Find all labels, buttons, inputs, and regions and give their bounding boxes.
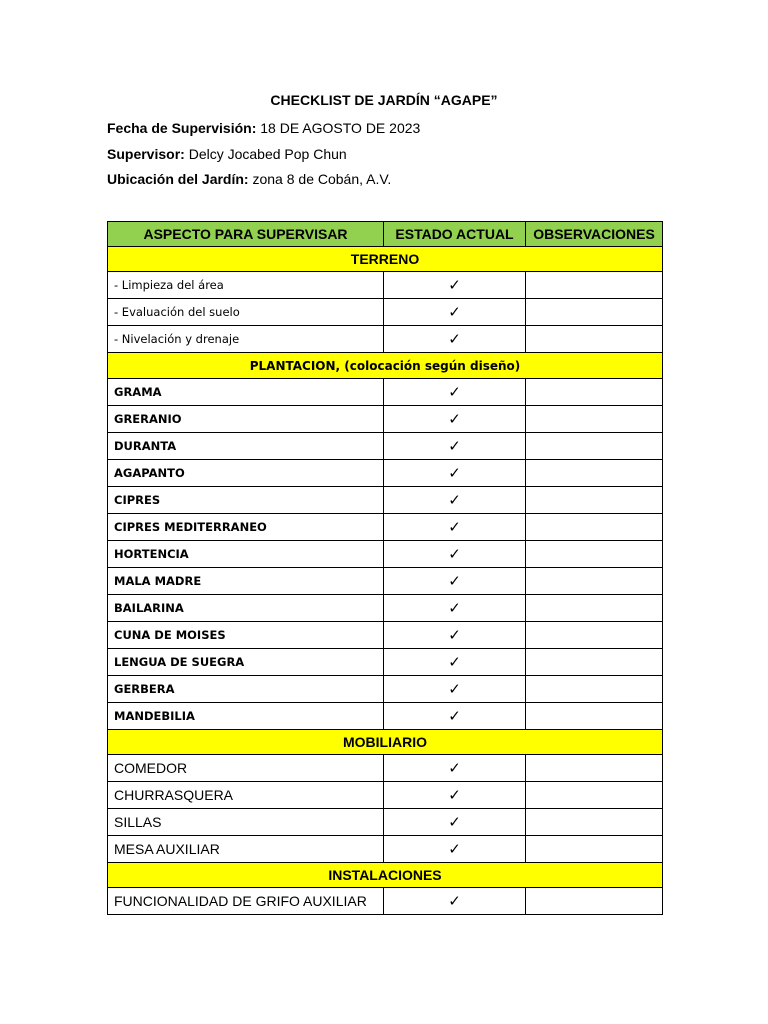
section-title: PLANTACION, (colocación según diseño) [108, 353, 663, 379]
section-row-plantacion [108, 353, 663, 379]
table-row [108, 703, 663, 730]
table-row [108, 406, 663, 433]
table-row [108, 649, 663, 676]
document-title: CHECKLIST DE JARDÍN “AGAPE” [270, 92, 498, 108]
checkmark-icon: ✓ [384, 406, 526, 433]
header-observaciones: OBSERVACIONES [526, 222, 663, 247]
fecha-value: 18 DE AGOSTO DE 2023 [256, 120, 421, 136]
item-name: CHURRASQUERA [108, 782, 384, 809]
section-title: INSTALACIONES [108, 863, 663, 888]
checkmark-icon: ✓ [384, 809, 526, 836]
observation-cell [526, 541, 663, 568]
observation-cell [526, 379, 663, 406]
table-row [108, 676, 663, 703]
table-row [108, 568, 663, 595]
ubicacion-value: zona 8 de Cobán, A.V. [248, 171, 392, 187]
table-row [108, 622, 663, 649]
item-name: LENGUA DE SUEGRA [108, 649, 384, 676]
item-name: - Evaluación del suelo [108, 299, 384, 326]
checkmark-icon: ✓ [384, 836, 526, 863]
checkmark-icon: ✓ [384, 755, 526, 782]
observation-cell [526, 406, 663, 433]
checkmark-icon: ✓ [384, 433, 526, 460]
checkmark-icon: ✓ [384, 649, 526, 676]
checkmark-icon: ✓ [384, 514, 526, 541]
section-row-terreno [108, 247, 663, 272]
header-aspecto: ASPECTO PARA SUPERVISAR [108, 222, 384, 247]
item-name: GRAMA [108, 379, 384, 406]
table-row [108, 379, 663, 406]
section-row-instalaciones [108, 863, 663, 888]
fecha-line [107, 120, 420, 136]
header-estado: ESTADO ACTUAL [384, 222, 526, 247]
item-name: GERBERA [108, 676, 384, 703]
observation-cell [526, 433, 663, 460]
checkmark-icon: ✓ [384, 888, 526, 915]
checkmark-icon: ✓ [384, 299, 526, 326]
section-row-mobiliario [108, 730, 663, 755]
item-name: CIPRES [108, 487, 384, 514]
checkmark-icon: ✓ [384, 676, 526, 703]
item-name: - Limpieza del área [108, 272, 384, 299]
observation-cell [526, 326, 663, 353]
observation-cell [526, 514, 663, 541]
supervisor-label: Supervisor: [107, 146, 185, 162]
table-row [108, 541, 663, 568]
item-name: GRERANIO [108, 406, 384, 433]
item-name: MALA MADRE [108, 568, 384, 595]
table-row [108, 460, 663, 487]
checklist-table [107, 221, 663, 915]
item-name: AGAPANTO [108, 460, 384, 487]
table-row [108, 782, 663, 809]
table-row [108, 809, 663, 836]
checkmark-icon: ✓ [384, 541, 526, 568]
ubicacion-line [107, 171, 391, 187]
checkmark-icon: ✓ [384, 782, 526, 809]
observation-cell [526, 595, 663, 622]
item-name: FUNCIONALIDAD DE GRIFO AUXILIAR [108, 888, 384, 915]
item-name: DURANTA [108, 433, 384, 460]
table-row [108, 433, 663, 460]
table-row [108, 755, 663, 782]
observation-cell [526, 755, 663, 782]
table-row [108, 272, 663, 299]
supervisor-line [107, 146, 347, 162]
observation-cell [526, 809, 663, 836]
checkmark-icon: ✓ [384, 622, 526, 649]
item-name: MESA AUXILIAR [108, 836, 384, 863]
item-name: CUNA DE MOISES [108, 622, 384, 649]
checkmark-icon: ✓ [384, 487, 526, 514]
fecha-label: Fecha de Supervisión: [107, 120, 257, 136]
checkmark-icon: ✓ [384, 379, 526, 406]
table-row [108, 299, 663, 326]
checkmark-icon: ✓ [384, 326, 526, 353]
observation-cell [526, 836, 663, 863]
item-name: CIPRES MEDITERRANEO [108, 514, 384, 541]
observation-cell [526, 888, 663, 915]
table-row [108, 595, 663, 622]
observation-cell [526, 487, 663, 514]
observation-cell [526, 299, 663, 326]
observation-cell [526, 460, 663, 487]
item-name: BAILARINA [108, 595, 384, 622]
checkmark-icon: ✓ [384, 460, 526, 487]
checkmark-icon: ✓ [384, 703, 526, 730]
table-header-row [108, 222, 663, 247]
checkmark-icon: ✓ [384, 595, 526, 622]
table-row [108, 326, 663, 353]
table-row [108, 514, 663, 541]
checkmark-icon: ✓ [384, 568, 526, 595]
observation-cell [526, 676, 663, 703]
observation-cell [526, 568, 663, 595]
observation-cell [526, 782, 663, 809]
checkmark-icon: ✓ [384, 272, 526, 299]
observation-cell [526, 649, 663, 676]
table-row [108, 487, 663, 514]
supervisor-value: Delcy Jocabed Pop Chun [184, 146, 347, 162]
observation-cell [526, 703, 663, 730]
item-name: MANDEBILIA [108, 703, 384, 730]
table-row [108, 836, 663, 863]
section-title: TERRENO [108, 247, 663, 272]
item-name: - Nivelación y drenaje [108, 326, 384, 353]
table-row [108, 888, 663, 915]
item-name: SILLAS [108, 809, 384, 836]
item-name: HORTENCIA [108, 541, 384, 568]
observation-cell [526, 622, 663, 649]
ubicacion-label: Ubicación del Jardín: [107, 171, 249, 187]
item-name: COMEDOR [108, 755, 384, 782]
section-title: MOBILIARIO [108, 730, 663, 755]
observation-cell [526, 272, 663, 299]
